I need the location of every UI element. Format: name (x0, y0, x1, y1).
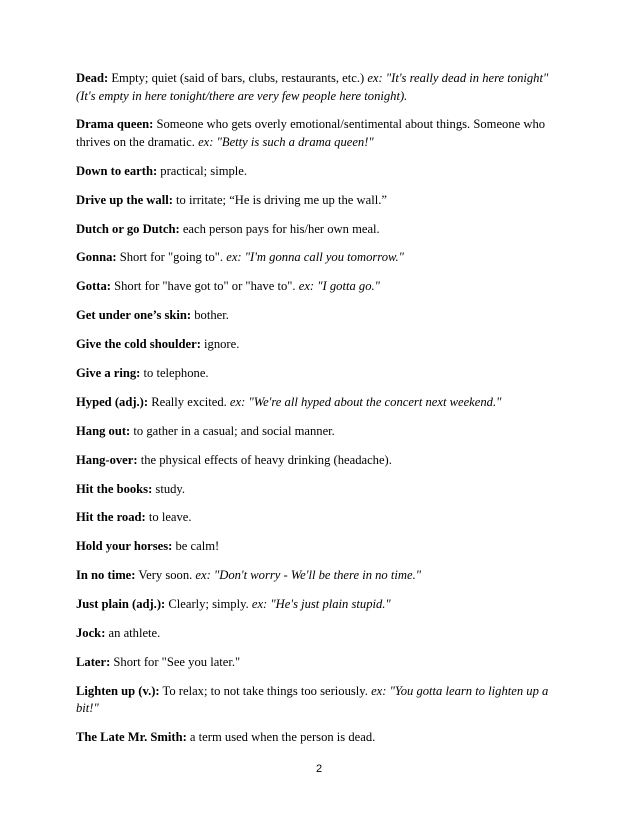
entry-gonna (76, 249, 564, 267)
entry-example: ex: "You gotta learn to lighten up a bit!" (76, 683, 549, 716)
entry-definition: bother. (191, 308, 229, 323)
entry-hang-over (76, 452, 564, 470)
entry-definition: Very soon. (135, 568, 196, 583)
entry-definition: Really excited. (148, 394, 230, 409)
entry-hang-out (76, 423, 564, 441)
entry-dutch (76, 221, 564, 239)
entry-definition: Short for "See you later." (110, 654, 241, 669)
entry-term: Hit the road: (76, 510, 146, 525)
entry-definition: the physical effects of heavy drinking (headache). (137, 452, 392, 467)
entry-example: ex: "We're all hyped about the concert next weekend." (229, 394, 502, 409)
entry-definition: to telephone. (140, 366, 209, 381)
entry-definition: practical; simple. (157, 163, 248, 178)
entry-get-under-skin (76, 307, 564, 325)
entry-in-no-time (76, 567, 564, 585)
entry-definition: Empty; quiet (said of bars, clubs, restaurants, etc.) (108, 71, 368, 85)
entry-term: Jock: (76, 626, 106, 641)
entry-term: Lighten up (v.): (76, 683, 160, 698)
entry-hyped (76, 394, 564, 412)
entry-definition: be calm! (172, 539, 220, 554)
entry-definition: each person pays for his/her own meal. (179, 221, 380, 236)
entry-term: The Late Mr. Smith: (76, 730, 187, 745)
entry-term: Dutch or go Dutch: (76, 221, 180, 236)
entry-definition: to leave. (145, 510, 192, 525)
entry-example: ex: "Betty is such a drama queen!" (198, 134, 374, 149)
entry-definition: To relax; to not take things too seriously. (159, 683, 372, 698)
entry-lighten-up (76, 683, 564, 718)
entry-drive-up-the-wall (76, 192, 564, 210)
entry-hold-your-horses (76, 538, 564, 556)
entry-term: Give the cold shoulder: (76, 337, 201, 352)
entry-definition: an athlete. (105, 626, 161, 641)
entry-term: Hang-over: (76, 452, 138, 467)
entry-term: Gonna: (76, 250, 117, 265)
entry-definition: to gather in a casual; and social manner. (130, 423, 335, 438)
entry-term: Just plain (adj.): (76, 597, 166, 612)
entry-term: Down to earth: (76, 163, 158, 178)
entry-definition: Short for "going to". (116, 250, 227, 265)
entry-drama-queen (76, 116, 564, 151)
entry-definition: Clearly; simply. (165, 597, 252, 612)
entry-just-plain (76, 596, 564, 614)
entry-later (76, 654, 564, 672)
glossary-page (76, 70, 564, 758)
entry-term: Hit the books: (76, 481, 153, 496)
entry-down-to-earth (76, 163, 564, 181)
entry-late-mr-smith (76, 729, 564, 747)
entry-definition: a term used when the person is dead. (186, 730, 376, 745)
entry-term: Give a ring: (76, 366, 141, 381)
entry-cold-shoulder (76, 336, 564, 354)
entry-example: ex: "He's just plain stupid." (251, 597, 391, 612)
entry-dead (76, 70, 564, 105)
entry-definition: ignore. (200, 337, 240, 352)
entry-give-a-ring (76, 365, 564, 383)
entry-term: Later: (76, 654, 111, 669)
entry-term: In no time: (76, 568, 136, 583)
entry-definition: Short for "have got to" or "have to". (110, 279, 299, 294)
entry-example: ex: "It's really dead in here tonight" (It's empty in here tonight/there are very few people here tonight). (76, 71, 549, 103)
entry-definition: Someone who gets overly emotional/sentimental about things. Someone who thrives on the dramatic. (76, 117, 546, 149)
entry-hit-the-road (76, 509, 564, 527)
entry-jock (76, 625, 564, 643)
entry-term: Gotta: (76, 279, 111, 294)
page-number: 2 (315, 763, 323, 775)
entry-example: ex: "I gotta go." (298, 279, 380, 294)
entry-hit-the-books (76, 481, 564, 499)
entry-term: Drama queen: (76, 117, 154, 132)
entry-definition: to irritate; “He is driving me up the wall.” (172, 192, 387, 207)
entry-term: Hyped (adj.): (76, 394, 149, 409)
entry-term: Drive up the wall: (76, 192, 173, 207)
entry-term: Get under one’s skin: (76, 308, 192, 323)
entry-term: Dead: (76, 71, 109, 85)
entry-definition: study. (152, 481, 186, 496)
entry-example: ex: "I'm gonna call you tomorrow." (226, 250, 404, 265)
entry-gotta (76, 278, 564, 296)
entry-term: Hang out: (76, 423, 131, 438)
entry-example: ex: "Don't worry - We'll be there in no time." (195, 568, 422, 583)
entry-term: Hold your horses: (76, 539, 173, 554)
